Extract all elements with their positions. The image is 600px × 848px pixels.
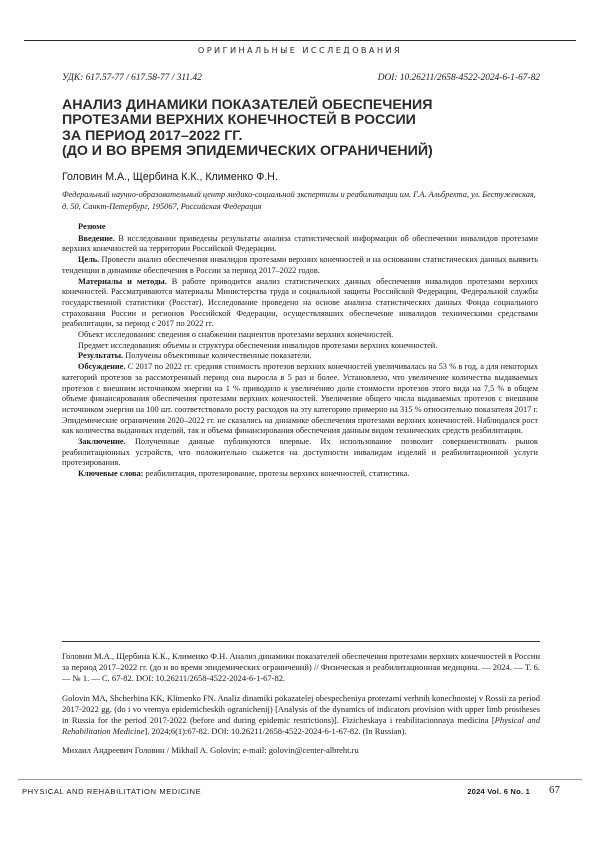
authors: Головин М.А., Щербина К.К., Клименко Ф.Н. — [62, 171, 278, 183]
text: С 2017 по 2022 гг. средняя стоимость протезов верхних конечностей увеличивалась на 53 % в год, а для некоторых категорий протезов за рассмотренный период она выросла в 5 раз и более. Установлено, что увеличение количества выдаваемых протезов с внешним источником энергии на 1 % приводило к увеличению доли стоимости протезов этого вида на 7,5 % в общем объеме финансирования обеспечения протезами верхних конечностей. Увеличение общего числа выдаваемых протезов с внешним источником энергии на 100 шт. соответствовало росту расходов на эту категорию примерно на 315 % относительно показателя 2017 г. Эпидемические ограничения 2020–2022 гг. не сказались на динамике обеспечения протезами верхних конечностей. Наблюдался рост как количества выданных изделий, так и объема финансирования обеспечения данным видом технических средств реабилитации. — [62, 362, 538, 436]
udk-code: УДК: 617.57-77 / 617.58-77 / 311.42 — [62, 73, 202, 83]
abstract-heading: Резюме — [78, 222, 106, 231]
footer-divider — [18, 779, 582, 780]
article-title — [62, 98, 532, 160]
label: Результаты. — [78, 351, 124, 361]
label: Заключение. — [78, 437, 126, 447]
journal-title: Physical and Rehabilitation Medicine — [62, 715, 540, 737]
title-line: (ДО И ВО ВРЕМЯ ЭПИДЕМИЧЕСКИХ ОГРАНИЧЕНИЙ) — [62, 143, 433, 160]
text: Полученные данные публикуются впервые. Их использование позволит совершенствовать рынок реабилитационных устройств, что положительно скажется на доступности инвалидам изделий и реабилитационной услуги протезирования. — [62, 437, 538, 468]
text: ]. 2024;6(1):67-82. DOI: 10.26211/2658-4522-2024-6-1-67-82. (In Russian). — [144, 726, 407, 737]
text: реабилитация, протезирование, протезы верхних конечностей, статистика. — [145, 469, 410, 479]
journal-name: PHYSICAL AND REHABILITATION MEDICINE — [22, 787, 202, 796]
doi-link[interactable]: DOI: 10.26211/2658-4522-2024-6-1-67-82 — [377, 73, 540, 83]
text: В исследовании приведены результаты анализа статистической информации об обеспечении инвалидов протезами верхних конечностей на территории Российской Федерации. — [62, 233, 538, 254]
title-line: ПРОТЕЗАМИ ВЕРХНИХ КОНЕЧНОСТЕЙ В РОССИИ — [62, 112, 416, 129]
abstract-discussion — [62, 362, 538, 437]
affiliation: Федеральный научно-образовательный центр медико-социальной экспертизы и реабилитации им. Г.А. Альбрехта, ул. Бестужевская, д. 50, Санкт-Петербург, 195067, Российская Федерация — [62, 190, 536, 211]
label: Цель. — [78, 255, 100, 265]
citation-ru: Головин М.А., Щербина К.К., Клименко Ф.Н. Анализ динамики показателей обеспечения протезами верхних конечностей в России за период 2017–2022 гг. (до и во время эпидемических ограничений) // Физическая и реабилитационная медицина. — 2024. — Т. 6. — № 1. — С. 67-82. DOI: 10.26211/2658-4522-2024-6-1-67-82. — [62, 651, 540, 684]
correspondence: Михаил Андреевич Головин / Mikhail A. Golovin; e-mail: golovin@center-albreht.ru — [62, 745, 359, 756]
abstract — [62, 222, 538, 480]
abstract-object: Объект исследования: сведения о снабжении пациентов протезами верхних конечностей. — [78, 330, 394, 340]
text: Получены объективные количественные показатели. — [125, 351, 312, 361]
citation-en — [62, 693, 540, 738]
abstract-introduction — [62, 234, 538, 255]
abstract-conclusion — [62, 437, 538, 469]
text: Golovin MA, Shcherbina KK, Klimenko FN. Analiz dinamiki pokazatelej obespecheniya protezami verhnih konechnostej v Rossii za period 2017-2022 gg. (do i vo vremya epidemicheskih ogranichenij) [Analysis of the dynamics of indicators provision with upper limb prostheses in Russia for the period 2017-2022 (before and during epidemic restrictions)]. Fizicheskaya i reabilitacionnaya medicina [ — [62, 692, 541, 726]
label: Ключевые слова: — [78, 469, 144, 479]
text: В работе приводится анализ статистических данных обеспечения инвалидов протезами верхних конечностей. Рассматриваются материалы Министерства труда и социальной защиты Российской Федерации, Федеральной службы государственной статистики (Росстат). Исследование проведено на основе анализа статистических данных Фонда социального страхования России и регионов Российской Федерации, осуществлявших обеспечение инвалидов техническими средствами реабилитации, за период с 2017 по 2022 гг. — [62, 276, 538, 329]
label: Материалы и методы. — [78, 276, 167, 286]
abstract-results — [62, 351, 538, 362]
text: Провести анализ обеспечения инвалидов протезами верхних конечностей и на основании статистических данных выявить тенденции в динамике обеспечения в России за период 2017–2022 годов. — [62, 255, 539, 275]
article-meta — [62, 73, 540, 83]
abstract-goal — [62, 255, 538, 276]
label: Обсуждение. — [78, 362, 126, 372]
page-footer — [18, 784, 582, 800]
title-line: ЗА ПЕРИОД 2017–2022 ГГ. — [62, 127, 243, 144]
citation-block — [62, 651, 540, 757]
label: Введение. — [78, 233, 115, 243]
abstract-keywords — [62, 469, 538, 480]
divider — [62, 641, 540, 642]
abstract-subject: Предмет исследования: объемы и структура обеспечения инвалидов протезами верхних конечностей. — [78, 340, 438, 350]
abstract-methods — [62, 277, 538, 331]
title-line: АНАЛИЗ ДИНАМИКИ ПОКАЗАТЕЛЕЙ ОБЕСПЕЧЕНИЯ — [62, 97, 433, 113]
issue-info: 2024 Vol. 6 No. 1 — [467, 787, 530, 796]
page-number: 67 — [549, 784, 560, 796]
section-banner: ОРИГИНАЛЬНЫЕ ИССЛЕДОВАНИЯ — [24, 40, 576, 61]
